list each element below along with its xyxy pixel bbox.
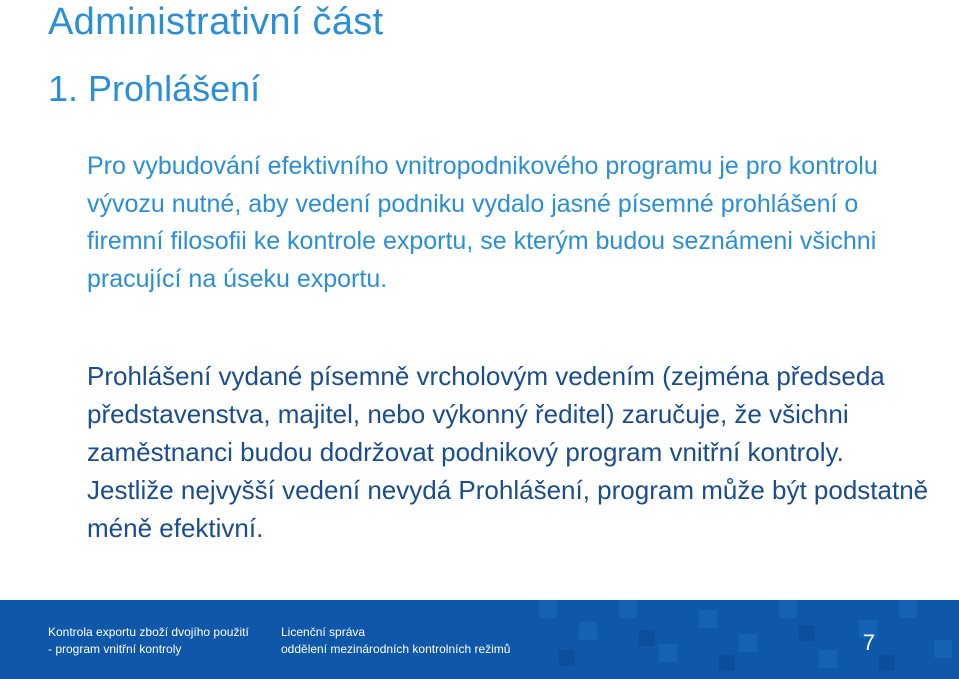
page-number: 7 xyxy=(862,630,875,655)
footer-bar xyxy=(0,600,959,679)
footer-mid-line1: Licenční správa xyxy=(281,625,366,639)
footer-left-line2: - program vnitřní kontroly xyxy=(48,642,182,656)
footer-left-text xyxy=(48,624,249,658)
footer-pattern xyxy=(539,600,959,679)
footer-left-line1: Kontrola exportu zboží dvojího použití xyxy=(48,625,249,639)
footer-mid-text xyxy=(281,624,510,658)
slide-subtitle: 1. Prohlášení xyxy=(48,68,261,109)
paragraph-2: Prohlášení vydané písemně vrcholovým vedením (zejména předseda představenstva, majitel, nebo výkonný ředitel) zaručuje, že všichni zaměstnanci budou dodržovat podnikový program vnitřní kontroly. Jestliže nejvyšší vedení nevydá Prohlášení, program může být podstatně méně efektivní. xyxy=(87,361,929,543)
footer-mid-line2: oddělení mezinárodních kontrolních režimů xyxy=(281,642,511,656)
paragraph-1: Pro vybudování efektivního vnitropodnikového programu je pro kontrolu vývozu nutné, aby vedení podniku vydalo jasné písemné prohlášení o firemní filosofii ke kontrole exportu, se kterým budou seznámeni všichni pracující na úseku exportu. xyxy=(87,152,878,293)
slide-title: Administrativní část xyxy=(48,1,384,43)
